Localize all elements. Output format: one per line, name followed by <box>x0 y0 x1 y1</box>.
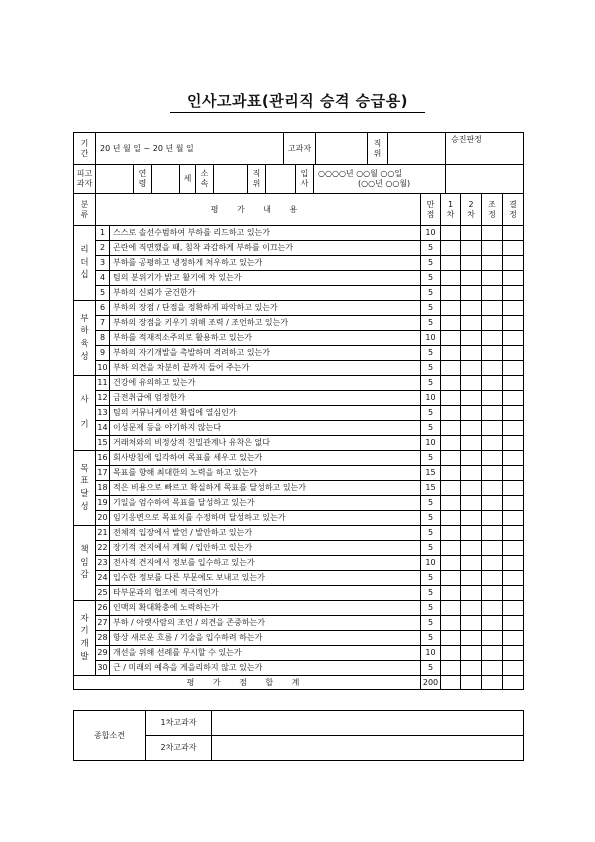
score-first[interactable] <box>441 631 461 646</box>
score-first[interactable] <box>441 646 461 661</box>
score-second[interactable] <box>461 526 482 541</box>
total-row <box>74 676 524 690</box>
dept-field[interactable] <box>214 165 248 194</box>
item-text: 임기응변으로 목표치를 수정하며 달성하고 있는가 <box>110 511 421 526</box>
summary-label: 종합소견 <box>74 711 146 761</box>
item-max-score: 10 <box>421 646 441 661</box>
score-second[interactable] <box>461 421 482 436</box>
table-row <box>74 646 524 661</box>
item-text: 부하 / 아랫사람의 조언 / 의견을 존중하는가 <box>110 616 421 631</box>
item-text: 부하의 장점 / 단점을 정확하게 파악하고 있는가 <box>110 301 421 316</box>
score-first[interactable] <box>441 361 461 376</box>
item-number: 10 <box>96 361 110 376</box>
score-adjust[interactable] <box>482 391 503 406</box>
table-row <box>74 556 524 571</box>
score-adjust[interactable] <box>482 286 503 301</box>
score-second[interactable] <box>461 616 482 631</box>
score-first[interactable] <box>441 421 461 436</box>
score-second[interactable] <box>461 541 482 556</box>
item-max-score: 10 <box>421 391 441 406</box>
table-row <box>74 421 524 436</box>
score-second[interactable] <box>461 436 482 451</box>
table-row <box>74 406 524 421</box>
score-adjust[interactable] <box>482 376 503 391</box>
item-max-score: 5 <box>421 496 441 511</box>
item-text: 전체적 입장에서 발언 / 발안하고 있는가 <box>110 526 421 541</box>
col-first: 1 차 <box>441 194 461 226</box>
item-text: 부하의 신뢰가 굳건한가 <box>110 286 421 301</box>
score-second[interactable] <box>461 256 482 271</box>
table-row <box>74 286 524 301</box>
score-adjust[interactable] <box>482 661 503 676</box>
item-max-score: 5 <box>421 526 441 541</box>
score-adjust[interactable] <box>482 556 503 571</box>
table-row <box>74 511 524 526</box>
score-second[interactable] <box>461 301 482 316</box>
item-max-score: 5 <box>421 451 441 466</box>
period-field[interactable]: 20 년 월 일 ~ 20 년 월 일 <box>96 133 284 165</box>
score-second[interactable] <box>461 271 482 286</box>
table-row <box>74 436 524 451</box>
item-text: 부하의 장점을 키우기 위해 조력 / 조언하고 있는가 <box>110 316 421 331</box>
score-final[interactable] <box>503 436 524 451</box>
item-number: 14 <box>96 421 110 436</box>
item-max-score: 5 <box>421 361 441 376</box>
score-final[interactable] <box>503 271 524 286</box>
score-final[interactable] <box>503 286 524 301</box>
table-row <box>74 361 524 376</box>
score-first[interactable] <box>441 451 461 466</box>
score-final[interactable] <box>503 646 524 661</box>
dept-label: 소 속 <box>196 165 214 194</box>
item-max-score: 5 <box>421 541 441 556</box>
col-category: 분 류 <box>74 194 96 226</box>
item-text: 거래처와의 비정상적 친밀관계나 유착은 없다 <box>110 436 421 451</box>
table-row <box>74 271 524 286</box>
item-text: 부하를 적재적소주의로 활용하고 있는가 <box>110 331 421 346</box>
category-cell: 부 하 육 성 <box>74 301 96 376</box>
col-adjust: 조 정 <box>482 194 503 226</box>
item-text: 스스로 솔선수범하여 부하를 리드하고 있는가 <box>110 226 421 241</box>
table-row <box>74 301 524 316</box>
item-number: 2 <box>96 241 110 256</box>
item-text: 부하의 자기개발을 촉발하며 격려하고 있는가 <box>110 346 421 361</box>
item-number: 11 <box>96 376 110 391</box>
score-final[interactable] <box>503 331 524 346</box>
col-content: 평 가 내 용 <box>96 194 421 226</box>
col-second: 2 차 <box>461 194 482 226</box>
table-row <box>74 661 524 676</box>
item-max-score: 5 <box>421 286 441 301</box>
item-text: 이성문제 등을 야기하지 않는다 <box>110 421 421 436</box>
table-row <box>74 631 524 646</box>
score-adjust[interactable] <box>482 301 503 316</box>
item-text: 항상 새로운 흐름 / 기술을 입수하려 하는가 <box>110 631 421 646</box>
score-final[interactable] <box>503 226 524 241</box>
score-final[interactable] <box>503 556 524 571</box>
item-max-score: 5 <box>421 241 441 256</box>
item-number: 19 <box>96 496 110 511</box>
score-final[interactable] <box>503 466 524 481</box>
item-number: 16 <box>96 451 110 466</box>
score-first[interactable] <box>441 376 461 391</box>
score-adjust[interactable] <box>482 226 503 241</box>
score-second[interactable] <box>461 661 482 676</box>
score-second[interactable] <box>461 586 482 601</box>
item-text: 부하를 공평하고 냉정하게 처우하고 있는가 <box>110 256 421 271</box>
score-adjust[interactable] <box>482 616 503 631</box>
item-number: 29 <box>96 646 110 661</box>
score-first[interactable] <box>441 511 461 526</box>
item-number: 26 <box>96 601 110 616</box>
item-max-score: 5 <box>421 661 441 676</box>
rater2-label: 2차고과자 <box>146 736 212 761</box>
item-number: 15 <box>96 436 110 451</box>
item-max-score: 5 <box>421 256 441 271</box>
score-adjust[interactable] <box>482 541 503 556</box>
rater-field[interactable] <box>316 133 368 165</box>
table-row <box>74 601 524 616</box>
score-final[interactable] <box>503 571 524 586</box>
table-row <box>74 496 524 511</box>
item-max-score: 10 <box>421 226 441 241</box>
category-cell: 목 표 달 성 <box>74 451 96 526</box>
item-number: 27 <box>96 616 110 631</box>
age-unit: 세 <box>180 165 196 194</box>
rater1-label: 1차고과자 <box>146 711 212 736</box>
item-number: 30 <box>96 661 110 676</box>
summary-table <box>73 710 524 761</box>
item-max-score: 5 <box>421 346 441 361</box>
score-second[interactable] <box>461 361 482 376</box>
score-adjust[interactable] <box>482 631 503 646</box>
score-first[interactable] <box>441 466 461 481</box>
item-max-score: 5 <box>421 616 441 631</box>
score-first[interactable] <box>441 226 461 241</box>
score-second[interactable] <box>461 556 482 571</box>
rank-field[interactable] <box>266 165 296 194</box>
score-final[interactable] <box>503 631 524 646</box>
item-number: 9 <box>96 346 110 361</box>
item-max-score: 5 <box>421 406 441 421</box>
item-number: 3 <box>96 256 110 271</box>
header-period-table <box>73 132 524 165</box>
total-label: 평 가 점 합 계 <box>74 676 421 690</box>
rater1-opinion-field[interactable] <box>212 711 524 736</box>
age-label: 연 령 <box>134 165 152 194</box>
score-first[interactable] <box>441 406 461 421</box>
score-first[interactable] <box>441 241 461 256</box>
score-final[interactable] <box>503 346 524 361</box>
score-final[interactable] <box>503 376 524 391</box>
score-final[interactable] <box>503 361 524 376</box>
item-number: 8 <box>96 331 110 346</box>
score-final[interactable] <box>503 451 524 466</box>
category-cell: 자 기 개 발 <box>74 601 96 676</box>
score-adjust[interactable] <box>482 256 503 271</box>
score-final[interactable] <box>503 601 524 616</box>
item-number: 24 <box>96 571 110 586</box>
score-final[interactable] <box>503 241 524 256</box>
score-adjust[interactable] <box>482 271 503 286</box>
score-final[interactable] <box>503 496 524 511</box>
score-first[interactable] <box>441 316 461 331</box>
score-final[interactable] <box>503 661 524 676</box>
item-text: 목표를 향해 최대한의 노력을 하고 있는가 <box>110 466 421 481</box>
total-second[interactable] <box>461 676 482 690</box>
score-second[interactable] <box>461 376 482 391</box>
score-adjust[interactable] <box>482 646 503 661</box>
item-number: 28 <box>96 631 110 646</box>
total-score: 200 <box>421 676 441 690</box>
score-second[interactable] <box>461 346 482 361</box>
score-second[interactable] <box>461 466 482 481</box>
score-second[interactable] <box>461 286 482 301</box>
score-final[interactable] <box>503 526 524 541</box>
score-first[interactable] <box>441 271 461 286</box>
score-adjust[interactable] <box>482 511 503 526</box>
item-number: 25 <box>96 586 110 601</box>
score-first[interactable] <box>441 571 461 586</box>
score-final[interactable] <box>503 481 524 496</box>
item-number: 17 <box>96 466 110 481</box>
score-second[interactable] <box>461 496 482 511</box>
item-text: 금전취급에 엄정한가 <box>110 391 421 406</box>
item-max-score: 5 <box>421 601 441 616</box>
category-cell: 리 더 십 <box>74 226 96 301</box>
score-first[interactable] <box>441 346 461 361</box>
item-text: 타부문과의 협조에 적극적인가 <box>110 586 421 601</box>
item-number: 5 <box>96 286 110 301</box>
total-first[interactable] <box>441 676 461 690</box>
position-field[interactable] <box>388 133 446 165</box>
score-second[interactable] <box>461 241 482 256</box>
item-number: 18 <box>96 481 110 496</box>
score-adjust[interactable] <box>482 316 503 331</box>
item-number: 6 <box>96 301 110 316</box>
score-final[interactable] <box>503 316 524 331</box>
title-underline <box>170 112 425 113</box>
score-final[interactable] <box>503 616 524 631</box>
item-text: 인맥의 확대확충에 노력하는가 <box>110 601 421 616</box>
item-max-score: 5 <box>421 421 441 436</box>
item-text: 개선을 위해 선례를 무시할 수 있는가 <box>110 646 421 661</box>
col-max-score: 만 점 <box>421 194 441 226</box>
rater2-opinion-field[interactable] <box>212 736 524 761</box>
score-adjust[interactable] <box>482 571 503 586</box>
item-text: 회사방침에 입각하여 목표를 세우고 있는가 <box>110 451 421 466</box>
item-max-score: 5 <box>421 586 441 601</box>
score-first[interactable] <box>441 481 461 496</box>
score-adjust[interactable] <box>482 496 503 511</box>
header-ratee-table <box>73 164 524 194</box>
score-first[interactable] <box>441 256 461 271</box>
item-text: 건강에 유의하고 있는가 <box>110 376 421 391</box>
item-text: 팀의 분위기가 밝고 활기에 차 있는가 <box>110 271 421 286</box>
score-second[interactable] <box>461 646 482 661</box>
score-adjust[interactable] <box>482 241 503 256</box>
score-first[interactable] <box>441 586 461 601</box>
category-cell: 책 임 감 <box>74 526 96 601</box>
table-row <box>74 541 524 556</box>
score-adjust[interactable] <box>482 526 503 541</box>
item-number: 13 <box>96 406 110 421</box>
score-second[interactable] <box>461 481 482 496</box>
item-number: 7 <box>96 316 110 331</box>
score-adjust[interactable] <box>482 586 503 601</box>
score-final[interactable] <box>503 391 524 406</box>
item-max-score: 5 <box>421 571 441 586</box>
item-max-score: 5 <box>421 301 441 316</box>
score-first[interactable] <box>441 616 461 631</box>
ratee-label: 피고 과자 <box>74 165 96 194</box>
join-label: 입 사 <box>296 165 314 194</box>
item-max-score: 5 <box>421 316 441 331</box>
score-final[interactable] <box>503 421 524 436</box>
score-first[interactable] <box>441 391 461 406</box>
ratee-name-field[interactable] <box>96 165 134 194</box>
score-first[interactable] <box>441 601 461 616</box>
item-max-score: 10 <box>421 331 441 346</box>
total-final[interactable] <box>503 676 524 690</box>
item-number: 23 <box>96 556 110 571</box>
score-first[interactable] <box>441 331 461 346</box>
score-second[interactable] <box>461 331 482 346</box>
score-adjust[interactable] <box>482 361 503 376</box>
score-first[interactable] <box>441 436 461 451</box>
item-number: 4 <box>96 271 110 286</box>
score-final[interactable] <box>503 406 524 421</box>
category-cell: 사 기 <box>74 376 96 451</box>
item-max-score: 5 <box>421 271 441 286</box>
table-row <box>74 526 524 541</box>
promotion-decision-box[interactable] <box>446 133 524 165</box>
score-adjust[interactable] <box>482 436 503 451</box>
score-adjust[interactable] <box>482 466 503 481</box>
score-first[interactable] <box>441 286 461 301</box>
position-label: 직 위 <box>368 133 388 165</box>
score-first[interactable] <box>441 541 461 556</box>
score-final[interactable] <box>503 541 524 556</box>
score-final[interactable] <box>503 511 524 526</box>
score-adjust[interactable] <box>482 346 503 361</box>
table-row <box>74 616 524 631</box>
total-adjust[interactable] <box>482 676 503 690</box>
score-first[interactable] <box>441 301 461 316</box>
table-row <box>74 571 524 586</box>
item-text: 곤란에 직면했을 때, 침착 과감하게 부하를 이끄는가 <box>110 241 421 256</box>
score-first[interactable] <box>441 526 461 541</box>
period-label: 기 간 <box>74 133 96 165</box>
promotion-decision-box-cont[interactable] <box>446 165 524 194</box>
score-first[interactable] <box>441 556 461 571</box>
item-max-score: 15 <box>421 466 441 481</box>
page-title: 인사고과표(관리직 승격 승급용) <box>186 92 409 110</box>
table-row <box>74 316 524 331</box>
score-second[interactable] <box>461 601 482 616</box>
item-text: 팀의 커뮤니케이션 확립에 열심인가 <box>110 406 421 421</box>
score-adjust[interactable] <box>482 601 503 616</box>
rank-label: 직 위 <box>248 165 266 194</box>
table-row <box>74 376 524 391</box>
item-max-score: 5 <box>421 631 441 646</box>
score-adjust[interactable] <box>482 331 503 346</box>
item-number: 22 <box>96 541 110 556</box>
item-text: 전사적 견지에서 정보를 입수하고 있는가 <box>110 556 421 571</box>
item-max-score: 5 <box>421 376 441 391</box>
promotion-label: 승진판정 <box>451 135 482 144</box>
join-date-field[interactable]: ○○○○년 ○○월 ○○일 (○○년 ○○월) <box>314 165 446 194</box>
evaluation-table <box>73 193 524 690</box>
table-row <box>74 586 524 601</box>
table-row <box>74 451 524 466</box>
table-row <box>74 466 524 481</box>
score-second[interactable] <box>461 406 482 421</box>
score-second[interactable] <box>461 391 482 406</box>
score-final[interactable] <box>503 256 524 271</box>
item-max-score: 15 <box>421 481 441 496</box>
table-row <box>74 331 524 346</box>
table-row <box>74 391 524 406</box>
item-max-score: 5 <box>421 511 441 526</box>
col-final: 결 정 <box>503 194 524 226</box>
item-number: 12 <box>96 391 110 406</box>
score-second[interactable] <box>461 571 482 586</box>
column-header-row <box>74 194 524 226</box>
table-row <box>74 226 524 241</box>
score-final[interactable] <box>503 301 524 316</box>
item-text: 부하 의견을 차분히 끝까지 들어 주는가 <box>110 361 421 376</box>
score-adjust[interactable] <box>482 451 503 466</box>
rater-label: 고과자 <box>284 133 316 165</box>
table-row <box>74 241 524 256</box>
item-text: 근 / 미래의 예측을 게을리하지 않고 있는가 <box>110 661 421 676</box>
table-row <box>74 256 524 271</box>
score-first[interactable] <box>441 661 461 676</box>
score-second[interactable] <box>461 226 482 241</box>
item-max-score: 10 <box>421 436 441 451</box>
score-final[interactable] <box>503 586 524 601</box>
age-field[interactable] <box>152 165 180 194</box>
item-max-score: 10 <box>421 556 441 571</box>
item-text: 적은 비용으로 빠르고 확실하게 목표를 달성하고 있는가 <box>110 481 421 496</box>
table-row <box>74 481 524 496</box>
item-number: 21 <box>96 526 110 541</box>
score-adjust[interactable] <box>482 406 503 421</box>
score-first[interactable] <box>441 496 461 511</box>
item-number: 1 <box>96 226 110 241</box>
score-second[interactable] <box>461 316 482 331</box>
item-text: 기일을 엄수하여 목표를 달성하고 있는가 <box>110 496 421 511</box>
item-number: 20 <box>96 511 110 526</box>
score-second[interactable] <box>461 451 482 466</box>
score-second[interactable] <box>461 631 482 646</box>
item-text: 장기적 견지에서 계획 / 입안하고 있는가 <box>110 541 421 556</box>
item-text: 입수한 정보를 다른 부문에도 보내고 있는가 <box>110 571 421 586</box>
score-adjust[interactable] <box>482 481 503 496</box>
score-adjust[interactable] <box>482 421 503 436</box>
score-second[interactable] <box>461 511 482 526</box>
table-row <box>74 346 524 361</box>
